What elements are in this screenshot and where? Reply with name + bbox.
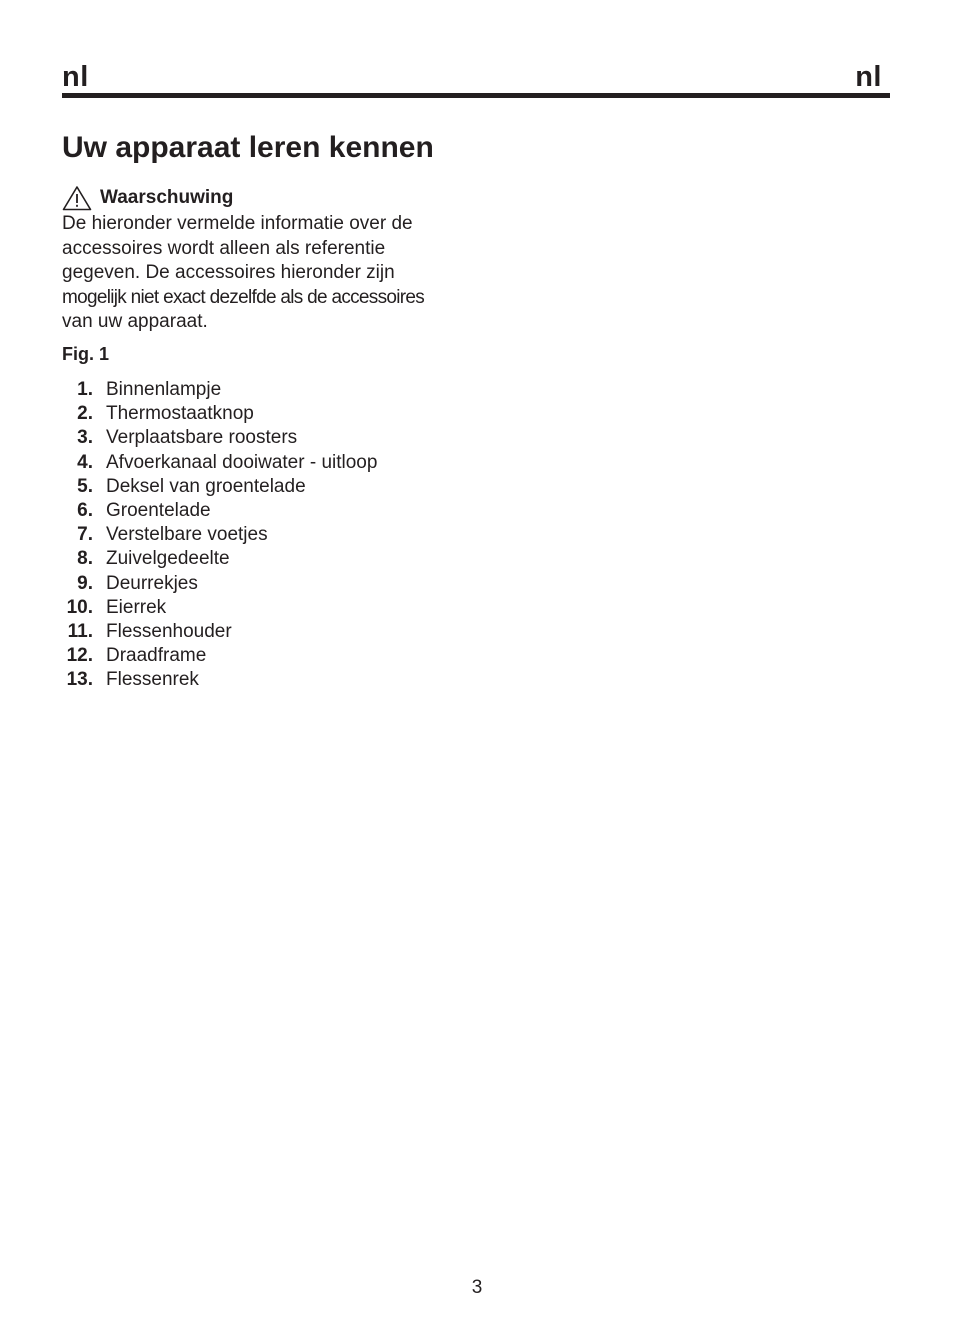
item-number: 3. xyxy=(77,427,93,449)
item-name: Flessenrek xyxy=(106,669,199,691)
item-number: 10. xyxy=(66,596,93,618)
parts-list xyxy=(62,378,377,692)
item-name: Deksel van groentelade xyxy=(106,475,306,497)
language-code-left: nl xyxy=(62,61,89,93)
list-item xyxy=(62,547,377,571)
warning-line: gegeven. De accessoires hieronder zijn xyxy=(62,262,395,283)
page-header xyxy=(62,58,890,98)
item-number: 4. xyxy=(77,451,93,473)
item-number: 7. xyxy=(77,524,93,546)
item-name: Flessenhouder xyxy=(106,620,232,642)
list-item xyxy=(62,523,377,547)
list-item xyxy=(62,668,377,692)
list-item xyxy=(62,499,377,523)
item-number: 5. xyxy=(77,475,93,497)
item-number: 12. xyxy=(66,645,93,667)
header-rule xyxy=(62,93,890,98)
item-name: Binnenlampje xyxy=(106,379,222,400)
list-item xyxy=(62,475,377,499)
list-item xyxy=(62,402,377,426)
warning-triangle-icon xyxy=(62,185,92,211)
list-item xyxy=(62,426,377,450)
item-name: Groentelade xyxy=(106,499,211,521)
item-number: 2. xyxy=(77,403,93,425)
item-number: 13. xyxy=(66,669,93,691)
warning-title: Waarschuwing xyxy=(100,187,234,208)
warning-line: mogelijk niet exact dezelfde als de accessoires xyxy=(62,286,425,308)
list-item xyxy=(62,644,377,668)
language-code-right: nl xyxy=(855,61,882,93)
warning-heading xyxy=(62,184,482,212)
list-item xyxy=(62,451,377,475)
item-name: Zuivelgedeelte xyxy=(106,548,230,570)
item-number: 1. xyxy=(77,379,93,400)
warning-text xyxy=(62,212,482,335)
list-item xyxy=(62,378,377,402)
item-number: 6. xyxy=(77,499,93,521)
item-number: 8. xyxy=(77,548,93,570)
warning-line: accessoires wordt alleen als referentie xyxy=(62,237,386,259)
list-item xyxy=(62,572,377,596)
item-number: 11. xyxy=(67,620,93,642)
warning-line: De hieronder vermelde informatie over de xyxy=(62,213,413,234)
section-title: Uw apparaat leren kennen xyxy=(62,131,434,164)
item-number: 9. xyxy=(77,572,93,594)
item-name: Draadframe xyxy=(106,645,207,667)
item-name: Afvoerkanaal dooiwater - uitloop xyxy=(106,451,378,473)
page-number: 3 xyxy=(471,1277,483,1298)
item-name: Thermostaatknop xyxy=(106,403,254,425)
list-item xyxy=(62,596,377,620)
warning-block xyxy=(62,184,482,335)
warning-line: van uw apparaat. xyxy=(62,311,208,332)
figure-label: Fig. 1 xyxy=(62,344,110,364)
item-name: Verstelbare voetjes xyxy=(106,524,268,546)
item-name: Verplaatsbare roosters xyxy=(106,427,298,449)
item-name: Eierrek xyxy=(106,596,167,618)
list-item xyxy=(62,620,377,644)
item-name: Deurrekjes xyxy=(106,572,198,594)
